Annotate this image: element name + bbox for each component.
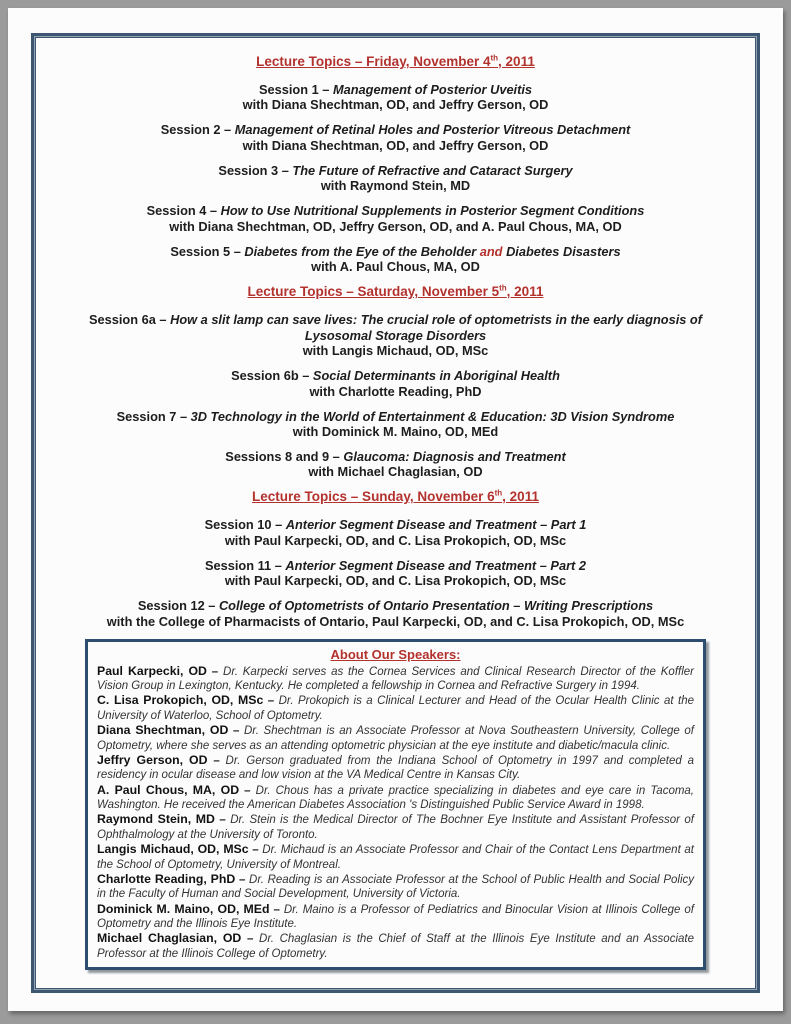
session-speakers: with Dominick M. Maino, OD, MEd: [292, 424, 499, 439]
speaker-name: Paul Karpecki, OD: [97, 663, 207, 678]
session-title-line: [83, 122, 708, 137]
speaker-name: Jeffry Gerson, OD: [97, 752, 208, 767]
document-page: [8, 8, 783, 1011]
session-title-line: [83, 409, 708, 424]
session-title-line: [83, 244, 708, 259]
speaker-description: Dr. Gerson graduated from the Indiana School of Optometry in 1997 and completed a residency in ocular disease and low vision at the VA Medical Centre in Kansas City.: [97, 754, 694, 782]
separator-dash: –: [230, 243, 245, 259]
session-speakers: with Raymond Stein, MD: [320, 178, 471, 194]
speaker-bio-reading: [97, 872, 694, 902]
heading-year: , 2011: [498, 54, 535, 69]
separator-dash: –: [298, 368, 313, 384]
session-title: Anterior Segment Disease and Treatment – Part 2: [285, 557, 586, 573]
session-4: [83, 203, 708, 234]
red-conjunction: and: [476, 243, 507, 259]
session-title: How a slit lamp can save lives: The crucial role of optometrists in the early diagnosis of Lysosomal Storage Disorders: [170, 312, 703, 343]
speaker-description: Dr. Prokopich is a Clinical Lecturer and Head of the Ocular Health Clinic at the University of Waterloo, School of Optometry.: [97, 695, 694, 722]
session-title-line: [83, 449, 708, 464]
speaker-description: Dr. Chaglasian is the Chief of Staff at the Illinois Eye Institute and an Associate Professor at the Illinois College of Optometry.: [97, 933, 694, 960]
speaker-name: A. Paul Chous, MA, OD: [97, 782, 240, 797]
session-speakers: with Michael Chaglasian, OD: [308, 464, 483, 480]
session-6a: [83, 312, 708, 358]
separator-dash: –: [248, 844, 263, 857]
session-5: [83, 244, 708, 275]
heading-year: , 2011: [502, 489, 539, 505]
speaker-bio-stein: [97, 812, 694, 842]
speaker-bio-michaud: [97, 842, 694, 872]
heading-main: Lecture Topics – Friday, November 4: [256, 54, 491, 69]
separator-dash: –: [241, 933, 260, 946]
separator-dash: –: [176, 408, 191, 424]
speaker-description: Dr. Maino is a Professor of Pediatrics and Binocular Vision at Illinois College of Optometry and the Illinois Eye Institute.: [97, 903, 694, 931]
session-title: Social Determinants in Aboriginal Health: [312, 368, 560, 384]
heading-main: Lecture Topics – Sunday, November 6: [252, 489, 495, 505]
separator-dash: –: [329, 448, 344, 464]
about-speakers-box: [85, 639, 706, 971]
separator-dash: –: [207, 754, 226, 767]
separator-dash: –: [204, 598, 219, 614]
session-speakers: with Paul Karpecki, OD, and C. Lisa Prokopich, OD, MSc: [224, 532, 567, 548]
speaker-bio-chaglasian: [97, 931, 694, 961]
speaker-description: Dr. Karpecki serves as the Cornea Services and Clinical Research Director of the Koffler Vision Group in Lexington, Kentucky. He completed a fellowship in Cornea and Refractive Surgery in 1994.: [97, 665, 694, 693]
about-speakers-title: [97, 647, 694, 662]
session-speakers: with Charlotte Reading, PhD: [309, 383, 482, 399]
page-border-frame: [31, 33, 760, 993]
speaker-name: Langis Michaud, OD, MSc: [97, 842, 249, 857]
speaker-bio-gerson: [97, 753, 694, 783]
speaker-name: Raymond Stein, MD: [97, 812, 215, 827]
speaker-bio-chous: [97, 783, 694, 813]
session-title-part1: Diabetes from the Eye of the Beholder: [244, 243, 477, 259]
heading-main: Lecture Topics – Saturday, November 5: [247, 284, 500, 300]
session-6b: [83, 368, 708, 399]
session-speakers: with Diana Shechtman, OD, and Jeffry Gerson, OD: [242, 137, 549, 153]
heading-text: [252, 489, 539, 504]
session-3: [83, 163, 708, 194]
session-title-part2: Diabetes Disasters: [506, 243, 621, 259]
speaker-description: Dr. Stein is the Medical Director of The Bochner Eye Institute and Assistant Professor of Ophthalmology at the University of Toronto.: [97, 814, 694, 841]
day-heading-saturday: [54, 284, 737, 299]
separator-dash: –: [318, 82, 333, 97]
speaker-bio-maino: [97, 902, 694, 932]
separator-dash: –: [214, 814, 231, 827]
speaker-description: Dr. Chous has a private practice specializing in diabetes and eye care in Tacoma, Washington. He received the American Diabetes Association 's Distinguished Public Service Award in 1998.: [97, 784, 695, 812]
separator-dash: –: [206, 665, 224, 678]
session-title: 3D Technology in the World of Entertainment & Education: 3D Vision Syndrome: [190, 408, 675, 424]
session-2: [83, 122, 708, 153]
speaker-name: Dominick M. Maino, OD, MEd: [97, 901, 270, 916]
separator-dash: –: [278, 162, 293, 178]
session-title-line: [83, 558, 708, 573]
session-label: Session 5: [170, 243, 231, 259]
session-label: Session 11: [204, 557, 272, 573]
session-speakers: with Diana Shechtman, OD, Jeffry Gerson, OD, and A. Paul Chous, MA, OD: [169, 218, 622, 234]
session-label: Session 7: [116, 408, 177, 424]
session-title-line: [83, 82, 708, 97]
session-label: Session 12: [137, 598, 205, 614]
speaker-description: Dr. Michaud is an Associate Professor and Chair of the Contact Lens Department at the School of Optometry, University of Montreal.: [97, 844, 694, 871]
session-title-line: [83, 203, 708, 218]
session-speakers: with Langis Michaud, OD, MSc: [302, 343, 489, 359]
session-speakers: with the College of Pharmacists of Ontario, Paul Karpecki, OD, and C. Lisa Prokopich, OD, MSc: [106, 613, 685, 629]
speaker-name: C. Lisa Prokopich, OD, MSc: [97, 693, 264, 708]
session-title: Glaucoma: Diagnosis and Treatment: [343, 448, 566, 464]
session-title-line: [83, 598, 708, 613]
speaker-name: Michael Chaglasian, OD: [97, 931, 242, 946]
session-1: [83, 82, 708, 113]
session-title: The Future of Refractive and Cataract Surgery: [292, 162, 573, 178]
separator-dash: –: [220, 122, 235, 138]
heading-ordinal: th: [499, 283, 507, 293]
session-speakers: with Paul Karpecki, OD, and C. Lisa Prokopich, OD, MSc: [224, 573, 567, 589]
session-title-line: [83, 312, 708, 343]
separator-dash: –: [206, 203, 221, 219]
session-speakers: with Diana Shechtman, OD, and Jeffry Gerson, OD: [242, 97, 549, 113]
session-title: Management of Retinal Holes and Posterior Vitreous Detachment: [234, 122, 631, 138]
session-title: How to Use Nutritional Supplements in Posterior Segment Conditions: [220, 203, 645, 219]
session-10: [83, 517, 708, 548]
session-11: [83, 558, 708, 589]
separator-dash: –: [271, 517, 286, 533]
separator-dash: –: [235, 873, 250, 886]
session-label: Session 10: [204, 517, 272, 533]
session-title: College of Optometrists of Ontario Presentation – Writing Prescriptions: [218, 598, 654, 614]
separator-dash: –: [228, 725, 244, 738]
heading-year: , 2011: [506, 284, 544, 300]
day-heading-friday: [54, 54, 737, 69]
about-speakers-title-text: About Our Speakers:: [330, 646, 461, 662]
session-7: [83, 409, 708, 440]
separator-dash: –: [269, 903, 284, 916]
heading-text: [256, 54, 535, 69]
session-label: Session 6b: [231, 368, 299, 384]
session-title-line: [83, 163, 708, 178]
speaker-bio-shechtman: [97, 723, 694, 753]
separator-dash: –: [271, 557, 286, 573]
session-label: Session 4: [146, 203, 207, 219]
session-title: Anterior Segment Disease and Treatment – Part 1: [285, 517, 587, 533]
separator-dash: –: [263, 695, 279, 708]
session-12: [83, 598, 708, 629]
session-label: Session 1: [258, 82, 319, 97]
speaker-bio-prokopich: [97, 693, 694, 723]
separator-dash: –: [239, 784, 256, 797]
session-title: Management of Posterior Uveitis: [332, 82, 533, 97]
speaker-name: Diana Shechtman, OD: [97, 723, 229, 738]
session-title-line: [83, 368, 708, 383]
separator-dash: –: [155, 312, 171, 328]
sessions-8-9: [83, 449, 708, 480]
speaker-description: Dr. Shechtman is an Associate Professor at Nova Southeastern University, College of Optometry, where she serves as an attending optometric physician at the eye institute and diabetic/macula clinic.: [97, 725, 694, 752]
session-title-line: [83, 517, 708, 532]
session-label: Session 6a: [88, 312, 156, 328]
session-label: Session 3: [218, 162, 279, 178]
speaker-bio-karpecki: [97, 664, 694, 694]
session-speakers: with A. Paul Chous, MA, OD: [311, 259, 480, 275]
speaker-name: Charlotte Reading, PhD: [97, 871, 236, 886]
speaker-description: Dr. Reading is an Associate Professor at the School of Public Health and Social Policy in the Faculty of Human and Social Development, University of Victoria.: [97, 873, 694, 901]
day-heading-sunday: [54, 489, 737, 504]
heading-ordinal: th: [494, 488, 503, 498]
heading-text: [248, 284, 544, 299]
session-label: Sessions 8 and 9: [225, 448, 330, 464]
heading-ordinal: th: [490, 53, 499, 63]
session-label: Session 2: [160, 122, 221, 138]
